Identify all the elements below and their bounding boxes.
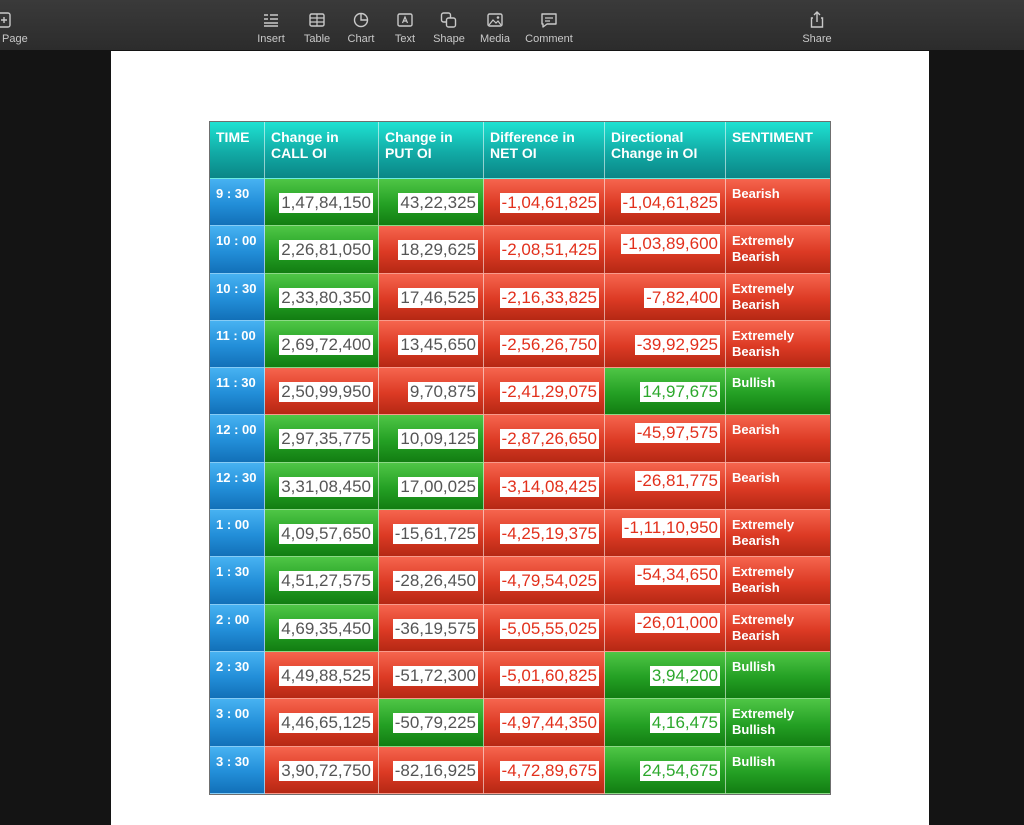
directional-oi-cell[interactable]	[605, 226, 726, 273]
put-oi-value: 13,45,650	[400, 334, 476, 354]
directional-oi-value: 4,16,475	[651, 713, 718, 733]
call-oi-cell[interactable]	[265, 605, 379, 652]
call-oi-cell[interactable]	[265, 652, 379, 699]
text-button[interactable]	[385, 0, 425, 50]
directional-oi-value: -1,03,89,600	[622, 234, 718, 254]
put-oi-cell[interactable]	[379, 321, 484, 368]
comment-label: Comment	[525, 33, 573, 45]
directional-oi-cell[interactable]	[605, 368, 726, 415]
put-oi-cell[interactable]	[379, 415, 484, 462]
add-page-icon	[0, 10, 16, 30]
call-oi-cell[interactable]	[265, 415, 379, 462]
time-cell[interactable]: 10 : 00	[210, 226, 265, 273]
toolbar	[0, 0, 1024, 51]
net-oi-value: -2,41,29,075	[501, 382, 597, 402]
canvas-left-margin	[0, 51, 111, 825]
time-cell[interactable]: 11 : 30	[210, 368, 265, 415]
call-oi-value: 4,69,35,450	[281, 618, 371, 638]
sentiment-cell[interactable]: Bullish	[726, 652, 830, 699]
put-oi-cell[interactable]	[379, 463, 484, 510]
put-oi-value: -51,72,300	[394, 665, 476, 685]
put-oi-cell[interactable]	[379, 226, 484, 273]
directional-oi-value: -1,11,10,950	[623, 518, 718, 538]
insert-label: Insert	[257, 33, 285, 45]
net-oi-value: -4,72,89,675	[501, 760, 597, 780]
header-sentiment: SENTIMENT	[726, 122, 830, 179]
net-oi-value: -4,79,54,025	[501, 571, 597, 591]
table-icon	[307, 10, 327, 30]
call-oi-cell[interactable]	[265, 226, 379, 273]
net-oi-cell[interactable]	[484, 463, 605, 510]
comment-icon	[539, 10, 559, 30]
put-oi-value: 18,29,625	[400, 240, 476, 260]
put-oi-cell[interactable]	[379, 652, 484, 699]
put-oi-cell[interactable]	[379, 699, 484, 746]
time-cell[interactable]: 2 : 30	[210, 652, 265, 699]
oi-table[interactable]	[209, 121, 831, 795]
shape-label: Shape	[433, 33, 465, 45]
put-oi-value: -36,19,575	[394, 618, 476, 638]
header-net-oi: Difference in NET OI	[484, 122, 605, 179]
call-oi-value: 3,31,08,450	[281, 476, 371, 496]
net-oi-value: -5,05,55,025	[501, 618, 597, 638]
sentiment-cell[interactable]: Bullish	[726, 368, 830, 415]
net-oi-cell[interactable]	[484, 652, 605, 699]
sentiment-cell[interactable]: Extremely Bullish	[726, 699, 830, 746]
shape-button[interactable]	[429, 0, 469, 50]
table-label: Table	[303, 33, 331, 45]
call-oi-cell[interactable]	[265, 747, 379, 794]
call-oi-value: 2,50,99,950	[281, 382, 371, 402]
text-icon	[395, 10, 415, 30]
put-oi-value: 9,70,875	[409, 382, 476, 402]
directional-oi-value: -45,97,575	[636, 423, 718, 443]
net-oi-value: -3,14,08,425	[501, 476, 597, 496]
directional-oi-cell[interactable]	[605, 510, 726, 557]
comment-button[interactable]	[521, 0, 577, 50]
add-page-button[interactable]	[0, 0, 36, 50]
sentiment-cell[interactable]: Bearish	[726, 415, 830, 462]
directional-oi-cell[interactable]	[605, 557, 726, 604]
media-label: Media	[480, 33, 510, 45]
sentiment-cell[interactable]: Extremely Bearish	[726, 510, 830, 557]
directional-oi-cell[interactable]	[605, 652, 726, 699]
net-oi-value: -2,16,33,825	[501, 287, 597, 307]
net-oi-value: -2,87,26,650	[501, 429, 597, 449]
put-oi-cell[interactable]	[379, 510, 484, 557]
time-cell[interactable]: 12 : 30	[210, 463, 265, 510]
time-cell[interactable]: 1 : 00	[210, 510, 265, 557]
shape-icon	[439, 10, 459, 30]
put-oi-cell[interactable]	[379, 605, 484, 652]
put-oi-value: 10,09,125	[400, 429, 476, 449]
call-oi-cell[interactable]	[265, 179, 379, 226]
directional-oi-value: 14,97,675	[642, 382, 718, 402]
net-oi-cell[interactable]	[484, 415, 605, 462]
chart-icon	[351, 10, 371, 30]
canvas-right-margin	[929, 51, 1024, 825]
time-cell[interactable]: 12 : 00	[210, 415, 265, 462]
call-oi-cell[interactable]	[265, 463, 379, 510]
media-button[interactable]	[475, 0, 515, 50]
call-oi-value: 1,47,84,150	[281, 193, 371, 212]
share-button[interactable]	[797, 0, 837, 50]
call-oi-cell[interactable]	[265, 274, 379, 321]
net-oi-value: -1,04,61,825	[501, 193, 597, 212]
sentiment-cell[interactable]: Bearish	[726, 179, 830, 226]
share-label: Share	[802, 33, 832, 45]
header-call-oi: Change in CALL OI	[265, 122, 379, 179]
sentiment-cell[interactable]: Extremely Bearish	[726, 557, 830, 604]
header-time: TIME	[210, 122, 265, 179]
call-oi-value: 4,51,27,575	[281, 571, 371, 591]
put-oi-value: -82,16,925	[394, 760, 476, 780]
net-oi-value: -2,08,51,425	[501, 240, 597, 260]
net-oi-value: -2,56,26,750	[501, 334, 597, 354]
header-directional-oi: Directional Change in OI	[605, 122, 726, 179]
call-oi-value: 4,46,65,125	[281, 713, 371, 733]
call-oi-value: 2,33,80,350	[281, 287, 371, 307]
put-oi-value: -15,61,725	[394, 524, 476, 544]
media-icon	[485, 10, 505, 30]
put-oi-value: -50,79,225	[394, 713, 476, 733]
net-oi-cell[interactable]	[484, 557, 605, 604]
net-oi-cell[interactable]	[484, 605, 605, 652]
net-oi-value: -4,97,44,350	[501, 713, 597, 733]
net-oi-cell[interactable]	[484, 747, 605, 794]
directional-oi-value: -1,04,61,825	[622, 193, 718, 212]
time-cell[interactable]: 9 : 30	[210, 179, 265, 226]
call-oi-value: 2,69,72,400	[281, 334, 371, 354]
call-oi-value: 2,97,35,775	[281, 429, 371, 449]
put-oi-cell[interactable]	[379, 747, 484, 794]
time-cell[interactable]: 3 : 00	[210, 699, 265, 746]
time-cell[interactable]: 2 : 00	[210, 605, 265, 652]
put-oi-cell[interactable]	[379, 557, 484, 604]
directional-oi-value: -7,82,400	[646, 287, 718, 307]
share-icon	[807, 10, 827, 30]
net-oi-cell[interactable]	[484, 179, 605, 226]
put-oi-cell[interactable]	[379, 368, 484, 415]
call-oi-cell[interactable]	[265, 510, 379, 557]
sentiment-cell[interactable]: Extremely Bearish	[726, 321, 830, 368]
put-oi-value: 43,22,325	[400, 193, 476, 212]
put-oi-value: 17,46,525	[400, 287, 476, 307]
chart-button[interactable]	[341, 0, 381, 50]
net-oi-cell[interactable]	[484, 510, 605, 557]
directional-oi-value: -39,92,925	[636, 334, 718, 354]
directional-oi-cell[interactable]	[605, 274, 726, 321]
table-button[interactable]	[297, 0, 337, 50]
call-oi-value: 4,09,57,650	[281, 524, 371, 544]
put-oi-cell[interactable]	[379, 274, 484, 321]
net-oi-cell[interactable]	[484, 699, 605, 746]
text-label: Text	[394, 33, 416, 45]
net-oi-cell[interactable]	[484, 226, 605, 273]
net-oi-cell[interactable]	[484, 321, 605, 368]
call-oi-cell[interactable]	[265, 321, 379, 368]
directional-oi-cell[interactable]	[605, 179, 726, 226]
sentiment-cell[interactable]: Bearish	[726, 463, 830, 510]
call-oi-cell[interactable]	[265, 699, 379, 746]
directional-oi-cell[interactable]	[605, 605, 726, 652]
directional-oi-cell[interactable]	[605, 699, 726, 746]
sentiment-cell[interactable]: Bullish	[726, 747, 830, 794]
net-oi-value: -5,01,60,825	[501, 665, 597, 685]
directional-oi-cell[interactable]	[605, 415, 726, 462]
header-put-oi: Change in PUT OI	[379, 122, 484, 179]
page-label: Page	[2, 33, 28, 45]
time-cell[interactable]: 10 : 30	[210, 274, 265, 321]
chart-label: Chart	[347, 33, 375, 45]
net-oi-value: -4,25,19,375	[501, 524, 597, 544]
sentiment-cell[interactable]: Extremely Bearish	[726, 226, 830, 273]
net-oi-cell[interactable]	[484, 274, 605, 321]
directional-oi-cell[interactable]	[605, 747, 726, 794]
directional-oi-value: 24,54,675	[642, 760, 718, 780]
call-oi-value: 2,26,81,050	[281, 240, 371, 260]
directional-oi-cell[interactable]	[605, 463, 726, 510]
put-oi-cell[interactable]	[379, 179, 484, 226]
call-oi-cell[interactable]	[265, 368, 379, 415]
sentiment-cell[interactable]: Extremely Bearish	[726, 605, 830, 652]
time-cell[interactable]: 3 : 30	[210, 747, 265, 794]
net-oi-cell[interactable]	[484, 368, 605, 415]
directional-oi-value: -54,34,650	[636, 565, 718, 585]
insert-icon	[261, 10, 281, 30]
call-oi-value: 4,49,88,525	[281, 665, 371, 685]
put-oi-value: 17,00,025	[400, 476, 476, 496]
directional-oi-value: -26,01,000	[636, 612, 718, 632]
put-oi-value: -28,26,450	[394, 571, 476, 591]
sentiment-cell[interactable]: Extremely Bearish	[726, 274, 830, 321]
call-oi-value: 3,90,72,750	[281, 760, 371, 780]
directional-oi-value: 3,94,200	[651, 665, 718, 685]
directional-oi-value: -26,81,775	[636, 470, 718, 490]
insert-button[interactable]	[251, 0, 291, 50]
call-oi-cell[interactable]	[265, 557, 379, 604]
time-cell[interactable]: 1 : 30	[210, 557, 265, 604]
directional-oi-cell[interactable]	[605, 321, 726, 368]
time-cell[interactable]: 11 : 00	[210, 321, 265, 368]
